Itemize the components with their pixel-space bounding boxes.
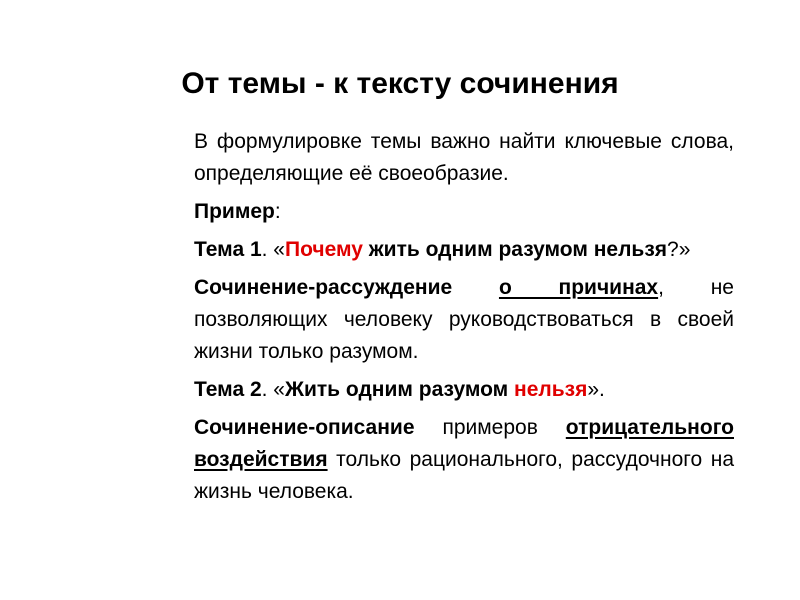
essay-2-type: Сочинение-описание — [194, 416, 415, 439]
topic-2-label: Тема 2 — [194, 378, 262, 401]
example-label: Пример — [194, 200, 275, 223]
example-label-paragraph — [194, 196, 734, 228]
topic-1-label: Тема 1 — [194, 238, 262, 261]
topic-2-paragraph — [194, 374, 734, 406]
topic-1-end: ?» — [667, 238, 691, 261]
essay-1-text: , не позволяющих человеку руководствоваться в своей жизни только разумом. — [194, 276, 734, 363]
intro-paragraph: В формулировке темы важно найти ключевые слова, определяющие её своеобразие. — [194, 130, 734, 185]
topic-2-text: Жить одним разумом — [285, 378, 515, 401]
essay-2-mid: примеров — [414, 416, 566, 439]
topic-2-separator: . « — [261, 378, 285, 401]
topic-2-keyword: нельзя — [514, 378, 588, 401]
example-colon: : — [274, 200, 281, 223]
topic-1-text: жить одним разумом нельзя — [362, 238, 668, 261]
essay-2-text: только рационального, рассудочного на жизнь человека. — [194, 448, 734, 503]
essay-1-keyword: о причинах — [498, 276, 659, 299]
slide-title: От темы - к тексту сочинения — [181, 67, 619, 100]
topic-1-paragraph — [194, 234, 734, 266]
essay-1-paragraph — [194, 272, 734, 368]
slide-body — [194, 126, 734, 514]
essay-2-keyword: отрицательного воздействия — [194, 416, 734, 471]
essay-1-space — [452, 276, 499, 299]
topic-2-end: ». — [587, 378, 605, 401]
essay-1-type: Сочинение-рассуждение — [194, 276, 453, 299]
topic-1-keyword: Почему — [285, 238, 363, 261]
essay-2-paragraph — [194, 412, 734, 508]
topic-1-separator: . « — [261, 238, 285, 261]
